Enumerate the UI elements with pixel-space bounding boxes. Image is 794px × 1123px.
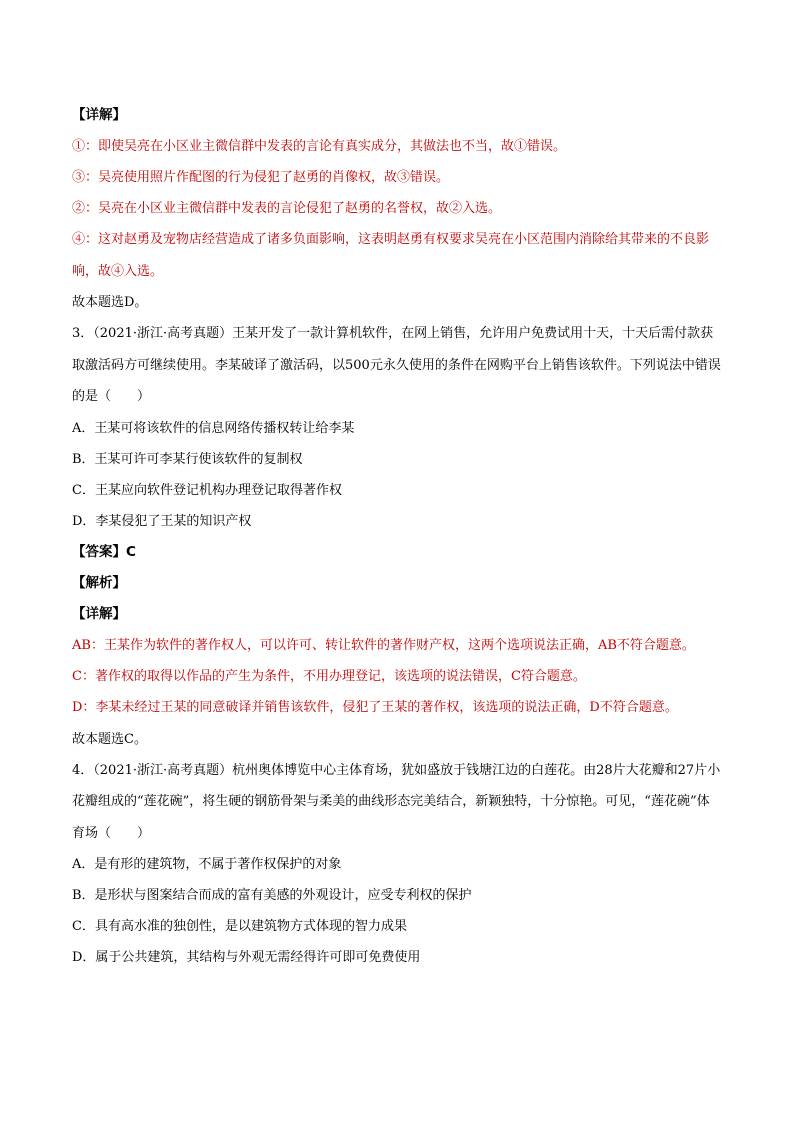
detail-heading: 【详解】	[72, 605, 126, 622]
question-3-stem: 3．（2021·浙江·高考真题）王某开发了一款计算机软件，在网上销售，允许用户免费试用十天，十天后需付款获取激活码方可继续使用。李某破译了激活码，以500元永久使用的条件在网购平台上销售该软件。下列说法中错误的是（ ）	[72, 326, 721, 404]
conclusion-text: 故本题选D。	[72, 295, 148, 310]
explanation-line: ②：吴亮在小区业主微信群中发表的言论侵犯了赵勇的名誉权，故②入选。	[72, 201, 502, 216]
question-4-option-d: D．属于公共建筑，其结构与外观无需经得许可即可免费使用	[72, 950, 421, 965]
explanation-line: ①：即使吴亮在小区业主微信群中发表的言论有真实成分，其做法也不当，故①错误。	[72, 139, 567, 154]
explanation-line: D：李某未经过王某的同意破译并销售该软件，侵犯了王某的著作权，该选项的说法正确，D不符合题意。	[72, 700, 678, 715]
explanation-line: ④：这对赵勇及宠物店经营造成了诸多负面影响，这表明赵勇有权要求吴亮在小区范围内消除给其带来的不良影响，故④入选。	[72, 232, 710, 279]
question-3-option-b: B．王某可许可李某行使该软件的复制权	[72, 451, 303, 467]
answer-label: 【答案】C	[72, 543, 136, 560]
explanation-line: AB：王某作为软件的著作权人，可以许可、转让软件的著作财产权，这两个选项说法正确，AB不符合题意。	[72, 637, 695, 653]
detail-heading: 【详解】	[72, 107, 126, 123]
question-4-option-a: A．是有形的建筑物，不属于著作权保护的对象	[72, 857, 342, 872]
question-4-option-b: B．是形状与图案结合而成的富有美感的外观设计，应受专利权的保护	[72, 888, 472, 903]
question-3-option-d: D．李某侵犯了王某的知识产权	[72, 513, 252, 529]
question-3-option-a: A．王某可将该软件的信息网络传播权转让给李某	[72, 420, 355, 436]
question-4-option-c: C．具有高水准的独创性，是以建筑物方式体现的智力成果	[72, 919, 407, 934]
analysis-heading: 【解析】	[72, 574, 126, 591]
explanation-line: ③：吴亮使用照片作配图的行为侵犯了赵勇的肖像权，故③错误。	[72, 170, 450, 185]
question-3-option-c: C．王某应向软件登记机构办理登记取得著作权	[72, 482, 342, 498]
explanation-line: C：著作权的取得以作品的产生为条件，不用办理登记，该选项的说法错误，C符合题意。	[72, 669, 586, 684]
document-page	[72, 100, 722, 973]
question-4-stem: 4．（2021·浙江·高考真题）杭州奥体博览中心主体育场，犹如盛放于钱塘江边的白莲花。由28片大花瓣和27片小花瓣组成的“莲花碗”，将生硬的钢筋骨架与柔美的曲线形态完美结合，新颖独特，十分惊艳。可见，“莲花碗”体育场（ ）	[72, 762, 721, 841]
conclusion-text: 故本题选C。	[72, 731, 147, 747]
